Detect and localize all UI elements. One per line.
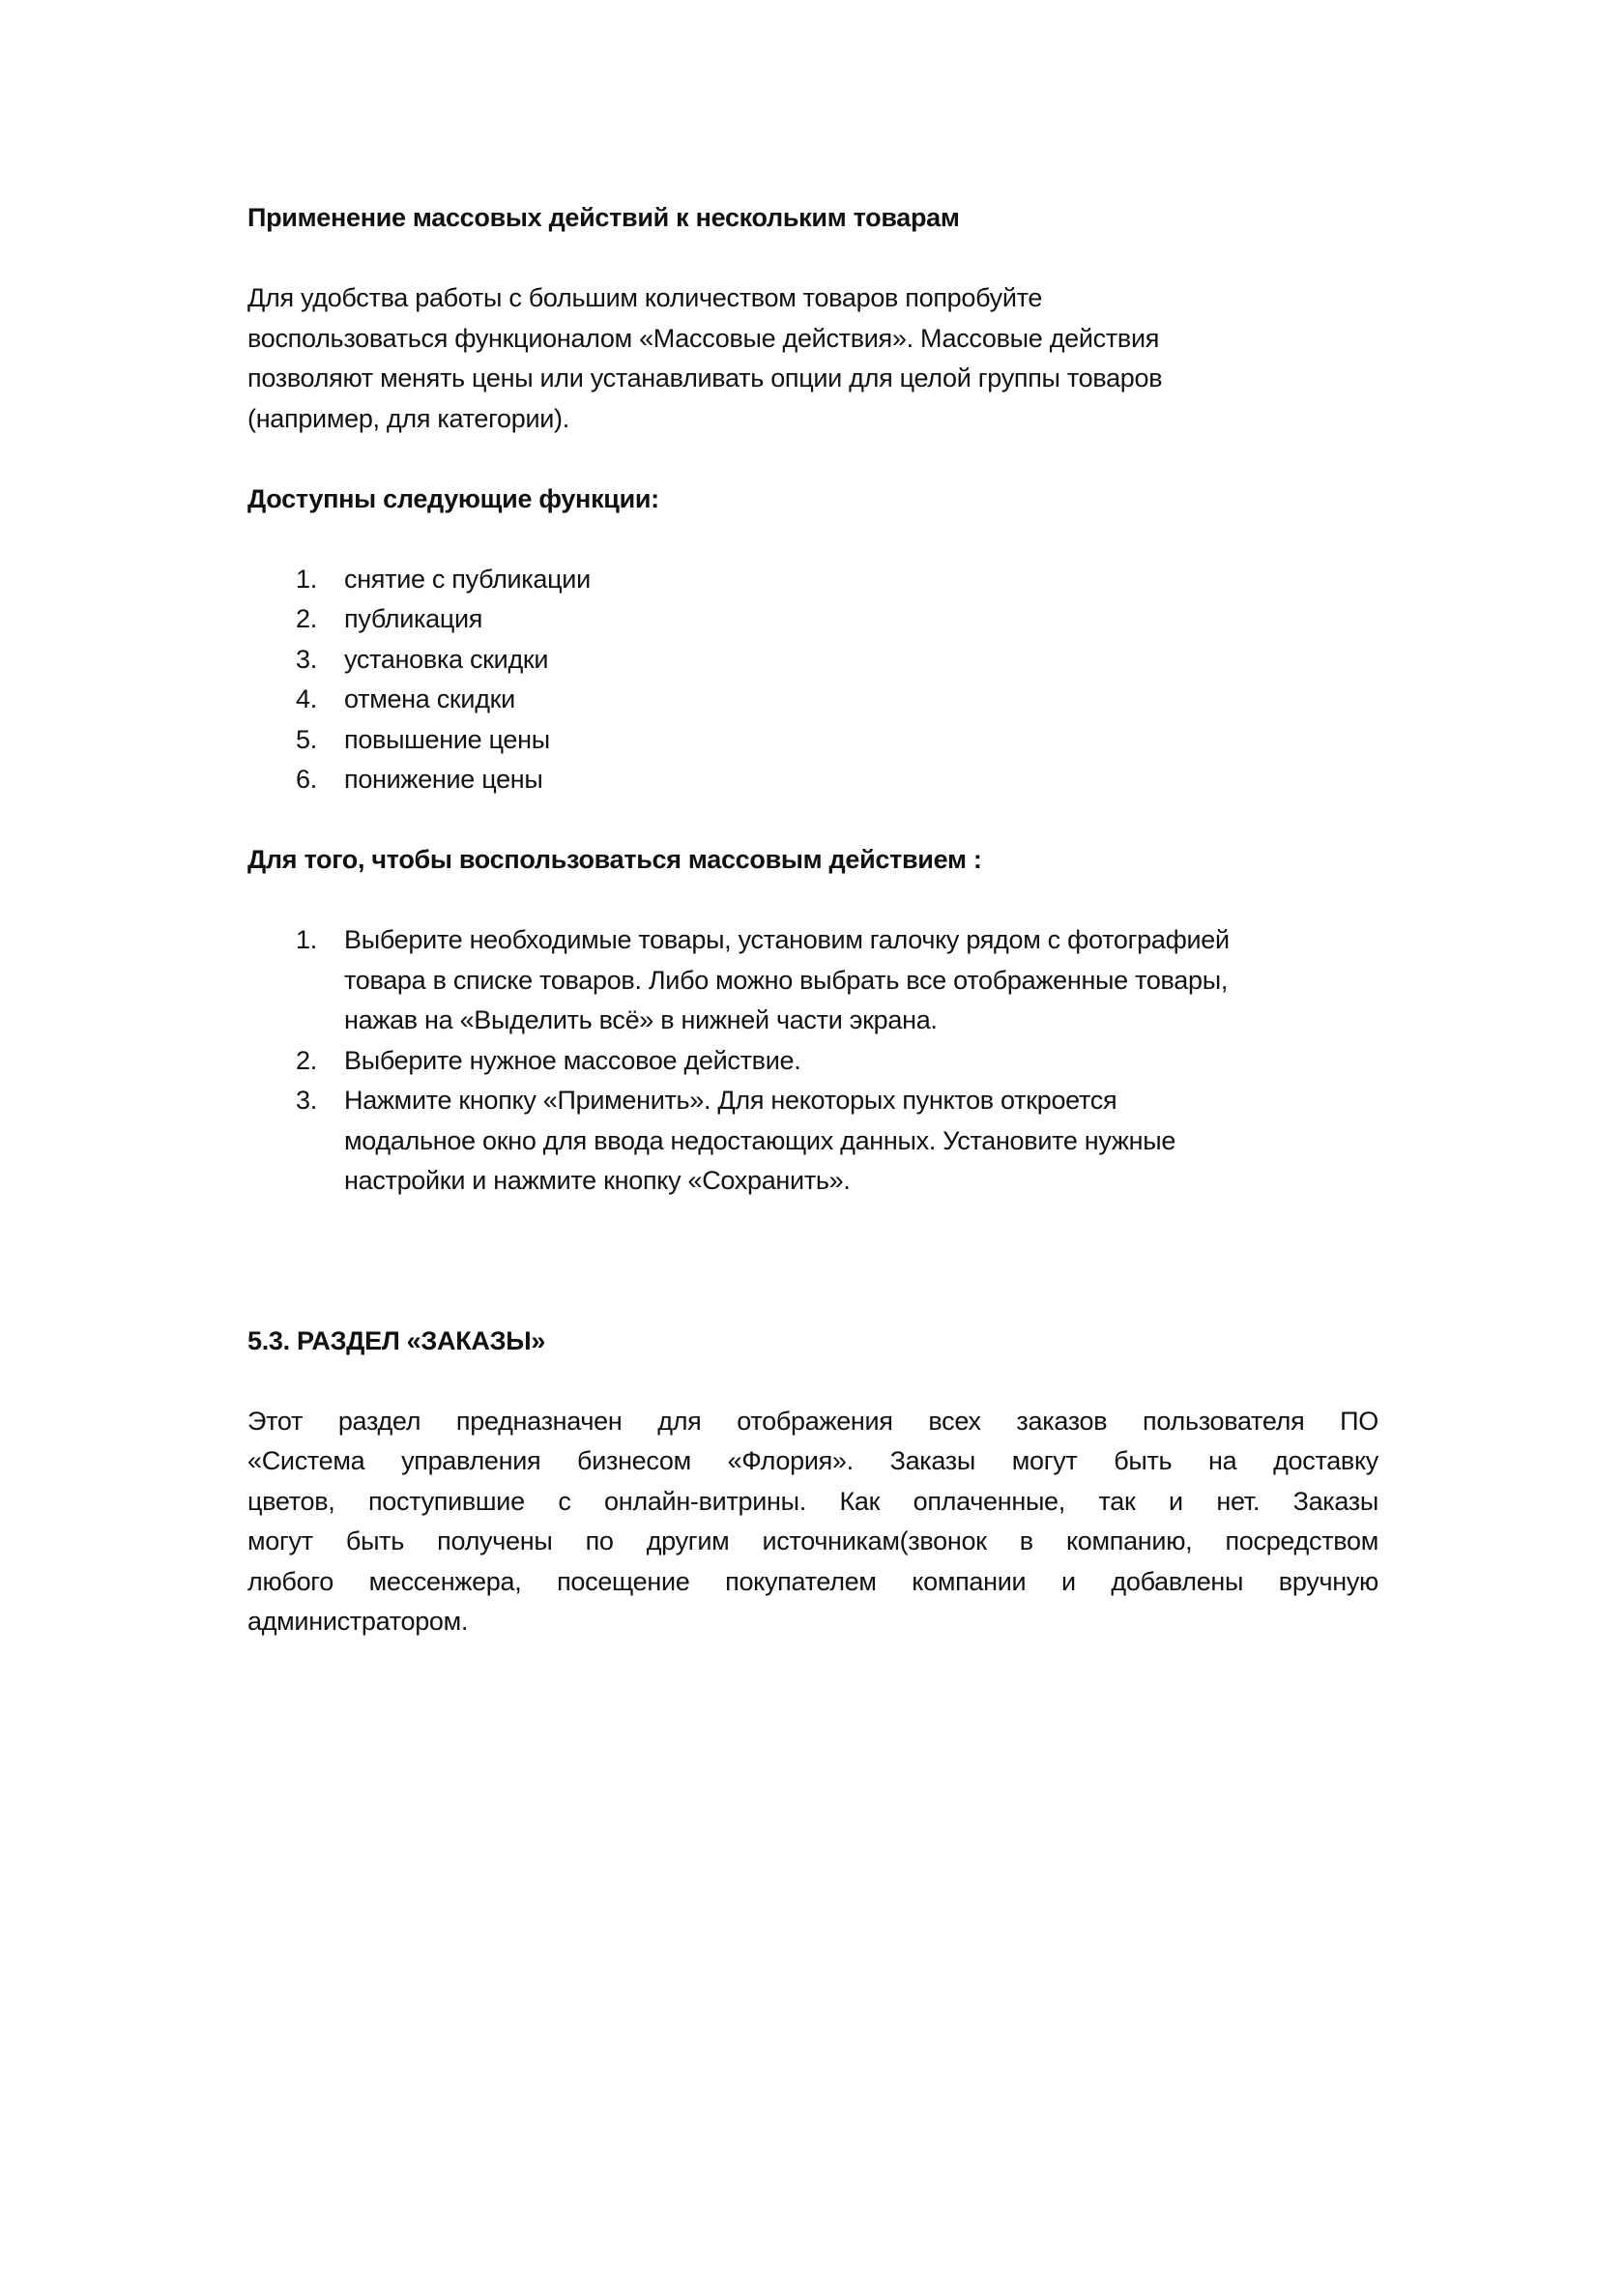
list-number: 2.: [296, 604, 317, 633]
step-item: [247, 920, 1378, 1041]
paragraph-line: могут быть получены по другим источникам(звонок в компанию, посредством: [247, 1526, 1378, 1555]
step-line: товара в списке товаров. Либо можно выбрать все отображенные товары,: [344, 965, 1229, 995]
step-line: модальное окно для ввода недостающих данных. Установите нужные: [344, 1125, 1176, 1155]
list-item: [247, 720, 1378, 761]
list-item: [247, 599, 1378, 640]
list-number: 1.: [296, 564, 317, 594]
list-item-text: снятие с публикации: [344, 564, 591, 594]
paragraph-line: администратором.: [247, 1607, 469, 1636]
paragraph-line: (например, для категории).: [247, 403, 569, 433]
list-number: 4.: [296, 684, 317, 713]
paragraph-line: воспользоваться функционалом «Массовые действия». Массовые действия: [247, 323, 1160, 353]
list-number: 6.: [296, 765, 317, 794]
step-line: нажав на «Выделить всё» в нижней части экрана.: [344, 1005, 938, 1034]
list-item-text: установка скидки: [344, 644, 549, 674]
functions-heading: Доступны следующие функции:: [247, 483, 659, 513]
document-content: [247, 198, 1378, 1642]
list-item-text: повышение цены: [344, 724, 550, 754]
steps-list: [247, 920, 1378, 1202]
mass-actions-intro-paragraph: [247, 278, 1378, 439]
step-line: настройки и нажмите кнопку «Сохранить».: [344, 1166, 851, 1195]
list-number: 5.: [296, 724, 317, 754]
section-heading-orders: 5.3. РАЗДЕЛ «ЗАКАЗЫ»: [247, 1325, 546, 1355]
list-item: [247, 560, 1378, 600]
paragraph-line: любого мессенжера, посещение покупателем компании и добавлены вручную: [247, 1566, 1378, 1596]
step-line: Выберите необходимые товары, установим галочку рядом с фотографией: [344, 925, 1230, 954]
list-number: 3.: [296, 644, 317, 674]
list-item: [247, 680, 1378, 720]
list-item-text: понижение цены: [344, 765, 543, 794]
step-item: [247, 1081, 1378, 1202]
section-heading-mass-actions: Применение массовых действий к нескольким товарам: [247, 203, 960, 232]
list-item-text: публикация: [344, 604, 483, 633]
list-number: 3.: [296, 1086, 317, 1115]
paragraph-line: цветов, поступившие с онлайн-витрины. Как оплаченные, так и нет. Заказы: [247, 1486, 1378, 1516]
functions-list: [247, 560, 1378, 800]
step-line: Выберите нужное массовое действие.: [344, 1045, 801, 1075]
paragraph-line: Для удобства работы с большим количеством товаров попробуйте: [247, 283, 1043, 312]
paragraph-line: позволяют менять цены или устанавливать опции для целой группы товаров: [247, 363, 1163, 392]
list-item-text: отмена скидки: [344, 684, 515, 713]
list-item: [247, 640, 1378, 681]
list-item: [247, 760, 1378, 800]
step-line: Нажмите кнопку «Применить». Для некоторых пунктов откроется: [344, 1086, 1117, 1115]
list-number: 2.: [296, 1045, 317, 1075]
list-number: 1.: [296, 925, 317, 954]
how-to-heading: Для того, чтобы воспользоваться массовым действием :: [247, 845, 982, 874]
step-item: [247, 1041, 1378, 1082]
paragraph-line: «Система управления бизнесом «Флория». Заказы могут быть на доставку: [247, 1446, 1378, 1475]
orders-paragraph: [247, 1402, 1378, 1642]
paragraph-line: Этот раздел предназначен для отображения всех заказов пользователя ПО: [247, 1406, 1378, 1436]
